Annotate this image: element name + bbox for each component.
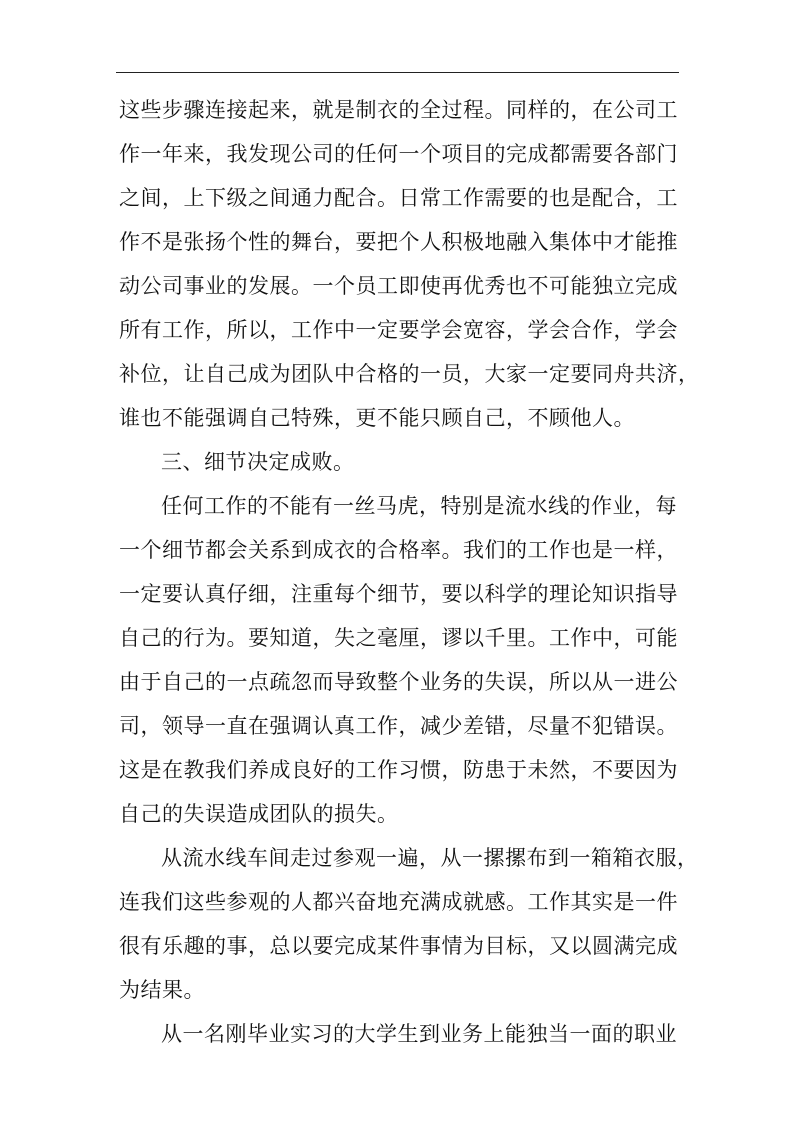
text-line: 作一年来，我发现公司的任何一个项目的完成都需要各部门 bbox=[119, 142, 678, 166]
text-line: 很有乐趣的事，总以要完成某件事情为目标，又以圆满完成 bbox=[119, 934, 678, 958]
section-heading: 三、细节决定成败。 bbox=[161, 450, 355, 474]
text-line: 之间，上下级之间通力配合。日常工作需要的也是配合，工 bbox=[119, 186, 678, 210]
text-line: 动公司事业的发展。一个员工即使再优秀也不可能独立完成 bbox=[119, 274, 678, 298]
text-line: 补位，让自己成为团队中合格的一员，大家一定要同舟共济， bbox=[119, 362, 700, 386]
text-line: 司，领导一直在强调认真工作，减少差错，尽量不犯错误。 bbox=[119, 714, 678, 738]
text-line: 谁也不能强调自己特殊，更不能只顾自己，不顾他人。 bbox=[119, 406, 635, 430]
text-line: 自己的失误造成团队的损失。 bbox=[119, 802, 399, 826]
text-line: 这些步骤连接起来，就是制衣的全过程。同样的，在公司工 bbox=[119, 98, 678, 122]
text-line: 作不是张扬个性的舞台，要把个人积极地融入集体中才能推 bbox=[119, 230, 678, 254]
text-line: 所有工作，所以，工作中一定要学会宽容，学会合作，学会 bbox=[119, 318, 678, 342]
text-line: 一个细节都会关系到成衣的合格率。我们的工作也是一样， bbox=[119, 538, 678, 562]
text-line: 自己的行为。要知道，失之毫厘，谬以千里。工作中，可能 bbox=[119, 626, 678, 650]
text-line: 任何工作的不能有一丝马虎，特别是流水线的作业，每 bbox=[161, 494, 677, 518]
text-line: 从一名刚毕业实习的大学生到业务上能独当一面的职业 bbox=[161, 1022, 677, 1046]
text-line: 为结果。 bbox=[119, 978, 205, 1002]
text-line: 由于自己的一点疏忽而导致整个业务的失误，所以从一进公 bbox=[119, 670, 678, 694]
text-line: 一定要认真仔细，注重每个细节，要以科学的理论知识指导 bbox=[119, 582, 678, 606]
text-line: 从流水线车间走过参观一遍，从一摞摞布到一箱箱衣服， bbox=[161, 846, 699, 870]
text-line: 这是在教我们养成良好的工作习惯，防患于未然，不要因为 bbox=[119, 758, 678, 782]
text-line: 连我们这些参观的人都兴奋地充满成就感。工作其实是一件 bbox=[119, 890, 678, 914]
